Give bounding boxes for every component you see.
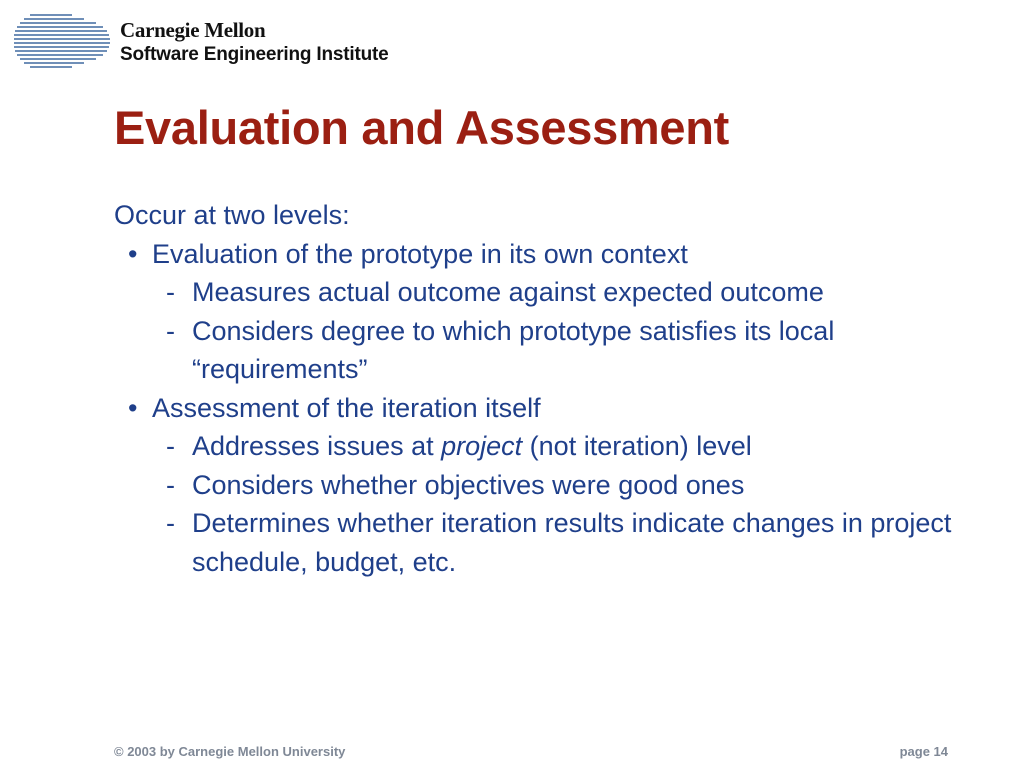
intro-line: Occur at two levels: <box>114 200 350 230</box>
sub-item <box>114 273 994 312</box>
bullet-marker: • <box>128 238 138 269</box>
logo-university-name: Carnegie Mellon <box>120 18 266 42</box>
sub-item <box>114 312 994 389</box>
footer-copyright: © 2003 by Carnegie Mellon University <box>114 744 346 759</box>
bullet-text: Evaluation of the prototype in its own context <box>152 238 688 269</box>
sei-logo-text <box>120 20 388 64</box>
dash-marker: - <box>166 508 175 538</box>
sub-item <box>114 504 994 581</box>
sub-item-text-post: (not iteration) level <box>522 431 752 461</box>
sub-item-text-pre: Addresses issues at <box>192 431 442 461</box>
bullet-marker: • <box>128 392 138 423</box>
dash-marker: - <box>166 469 175 500</box>
slide-title: Evaluation and Assessment <box>114 101 730 154</box>
sei-logo-graphic <box>14 12 110 70</box>
bullet-text: Assessment of the iteration itself <box>152 392 541 423</box>
dash-marker: - <box>166 277 175 307</box>
sub-item <box>114 427 994 466</box>
sub-item-text: Considers whether objectives were good ones <box>192 469 745 500</box>
bullet-item <box>114 389 994 428</box>
sub-item-text: Measures actual outcome against expected outcome <box>192 277 824 307</box>
bullet-item <box>114 235 994 274</box>
slide-body <box>114 196 994 581</box>
logo-institute-name: Software Engineering Institute <box>120 44 389 65</box>
sub-item-text: Determines whether iteration results indicate changes in project schedule, budget, etc. <box>192 508 952 577</box>
sub-item <box>114 466 994 505</box>
sub-item-emphasis: project <box>441 431 523 461</box>
dash-marker: - <box>166 315 175 346</box>
sub-item-text: Considers degree to which prototype satisfies its local “requirements” <box>192 315 835 384</box>
dash-marker: - <box>166 431 175 461</box>
footer-page-number: page 14 <box>899 744 948 759</box>
